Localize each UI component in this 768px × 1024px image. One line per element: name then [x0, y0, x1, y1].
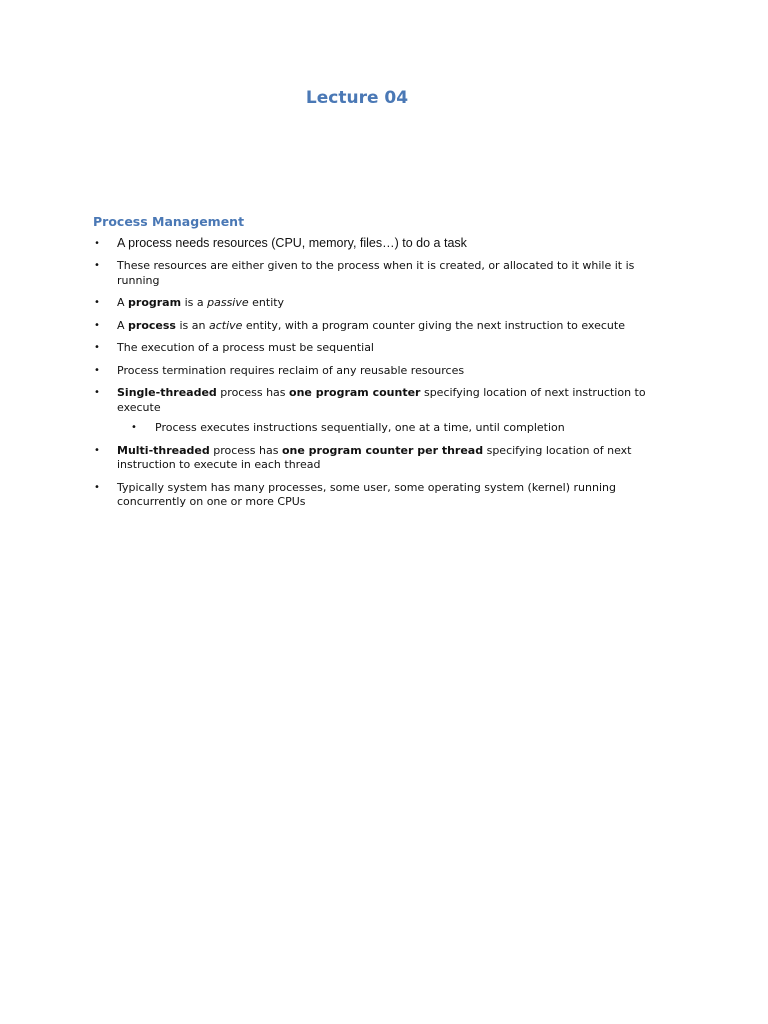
list-item — [93, 386, 678, 415]
list-item-text-mid: process has — [216, 386, 290, 399]
list-item-bold: process — [128, 318, 176, 332]
list-item — [93, 444, 678, 473]
list-item-italic: active — [208, 318, 243, 332]
list-item-bold: Single-threaded — [117, 386, 217, 399]
list-item — [93, 259, 678, 288]
list-item — [93, 364, 678, 379]
bullet-icon: • — [94, 297, 100, 308]
bullet-icon: • — [94, 444, 100, 456]
page-title: Lecture 04 — [305, 88, 409, 108]
list-item-text: Typically system has many processes, some user, some operating system (kernel) running concurrently on one or more CPUs — [117, 480, 616, 508]
bullet-icon: • — [94, 387, 100, 398]
list-item-text-mid: is an — [175, 318, 209, 332]
list-item — [93, 341, 678, 356]
list-item-text-mid: process has — [209, 443, 282, 457]
bullet-list — [93, 236, 678, 518]
list-item — [93, 319, 678, 334]
bullet-icon: • — [94, 319, 100, 331]
list-item-text-post: specifying location of next instruction to execute — [117, 386, 646, 414]
list-item — [93, 236, 678, 251]
bullet-icon: • — [94, 260, 100, 271]
list-item-text-pre: A — [117, 318, 129, 332]
list-item-bold: Multi-threaded — [117, 443, 210, 457]
list-item-text-post: entity, with a program counter giving the next instruction to execute — [242, 318, 625, 332]
bullet-icon: • — [94, 481, 100, 493]
list-item-text: Process termination requires reclaim of any reusable resources — [117, 363, 465, 377]
list-item-text: These resources are either given to the process when it is created, or allocated to it while it is running — [117, 259, 635, 287]
list-item — [93, 296, 678, 311]
bullet-icon: • — [131, 422, 137, 433]
list-item-text-pre: A — [117, 296, 129, 309]
bullet-icon: • — [94, 342, 100, 353]
list-item-text: A process needs resources (CPU, memory, files…) to do a task — [117, 236, 467, 250]
list-item-text-mid: is a — [181, 296, 208, 309]
list-item — [93, 481, 678, 510]
list-item-text: Process executes instructions sequentially, one at a time, until completion — [155, 421, 565, 434]
section-heading: Process Management — [93, 214, 245, 229]
list-item-bold: program — [128, 296, 182, 309]
list-item-text: The execution of a process must be sequential — [117, 341, 374, 354]
bullet-icon: • — [95, 238, 99, 249]
list-item-text-post: specifying location of next instruction to execute in each thread — [117, 443, 632, 471]
sub-list-item — [93, 421, 678, 436]
list-item-bold: one program counter — [289, 386, 421, 399]
bullet-icon: • — [94, 364, 100, 376]
list-item-text-post: entity — [248, 296, 285, 309]
list-item-bold: one program counter per thread — [281, 443, 484, 457]
list-item-italic: passive — [207, 296, 249, 309]
